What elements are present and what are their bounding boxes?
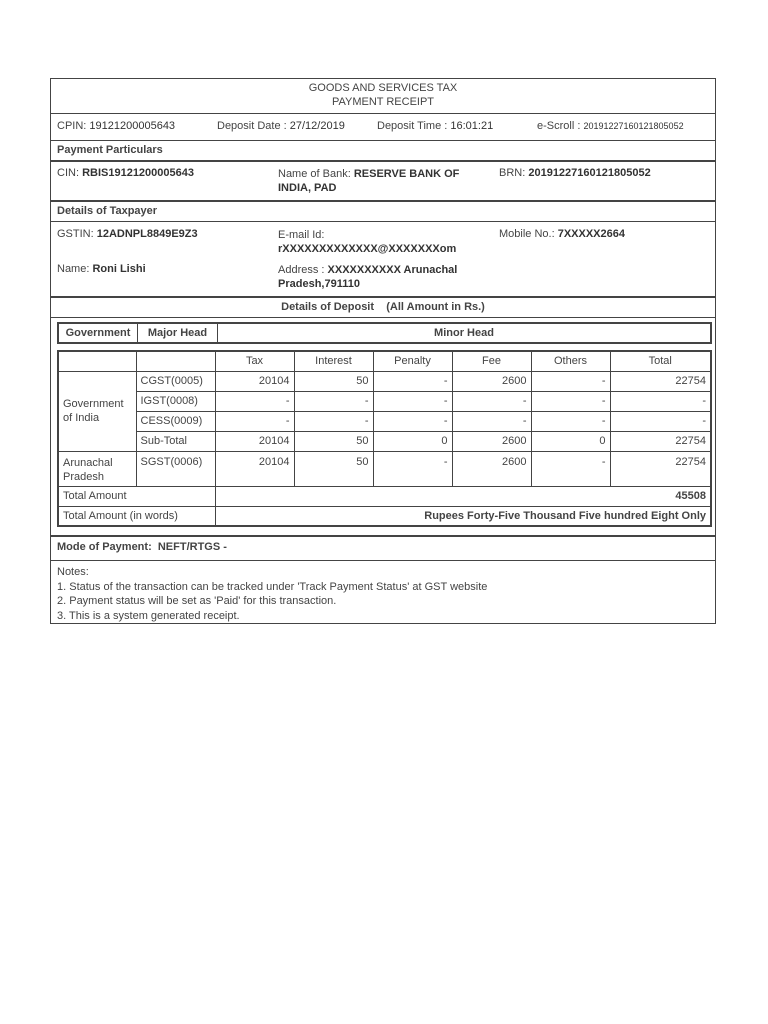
col-fee: Fee [452, 351, 531, 371]
payment-receipt [50, 78, 716, 624]
divider [51, 160, 715, 162]
total-amount-value: 45508 [215, 486, 711, 506]
row-head: SGST(0006) [136, 451, 215, 486]
table-header-row [58, 351, 711, 371]
cin: CIN: RBIS19121200005643 [57, 167, 194, 179]
row-head: IGST(0008) [136, 391, 215, 411]
bank-name-value-line2: INDIA, PAD [278, 182, 337, 194]
row-head: CGST(0005) [136, 371, 215, 391]
row-head: CESS(0009) [136, 411, 215, 431]
escroll: e-Scroll : 20191227160121805052 [537, 120, 684, 132]
total-words-row [58, 506, 711, 526]
deposit-time: Deposit Time : 16:01:21 [377, 120, 494, 132]
cin-value: RBIS19121200005643 [82, 167, 194, 179]
deposit-time-value: 16:01:21 [450, 120, 494, 132]
total-amount-label: Total Amount [58, 486, 215, 506]
brn: BRN: 20191227160121805052 [499, 167, 651, 179]
mobile-value: 7XXXXX2664 [557, 228, 625, 240]
address: Address : XXXXXXXXXX Arunachal Pradesh,791110 [278, 264, 458, 290]
total-words-label: Total Amount (in words) [58, 506, 215, 526]
group-arunachal-pradesh: Arunachal Pradesh [58, 451, 136, 486]
divider [51, 113, 715, 114]
receipt-title-line2: PAYMENT RECEIPT [331, 96, 435, 108]
divider [51, 535, 715, 537]
bank-name: Name of Bank: RESERVE BANK OF INDIA, PAD [278, 168, 460, 194]
total-words-value: Rupees Forty-Five Thousand Five hundred Eight Only [215, 506, 711, 526]
col-tax: Tax [215, 351, 294, 371]
deposit-header-note: (All Amount in Rs.) [386, 301, 485, 313]
cpin-value: 19121200005643 [89, 120, 176, 132]
col-interest: Interest [294, 351, 373, 371]
deposit-table [57, 350, 712, 527]
col-minor-head: Minor Head [218, 323, 712, 343]
col-others: Others [531, 351, 610, 371]
row-head: Sub-Total [136, 431, 215, 451]
group-government-of-india: Government of India [58, 371, 136, 451]
deposit-date: Deposit Date : 27/12/2019 [217, 120, 345, 132]
table-row: CESS(0009) - - - - - - [58, 411, 711, 431]
deposit-date-value: 27/12/2019 [289, 120, 345, 132]
col-penalty: Penalty [373, 351, 452, 371]
gstin-value: 12ADNPL8849E9Z3 [96, 228, 198, 240]
brn-value: 20191227160121805052 [528, 167, 651, 179]
payment-particulars-header: Payment Particulars [57, 144, 163, 156]
taxpayer-name: Name: Roni Lishi [57, 263, 146, 275]
table-row: Sub-Total 20104 50 0 2600 0 22754 [58, 431, 711, 451]
table-row: IGST(0008) - - - - - - [58, 391, 711, 411]
escroll-value: 20191227160121805052 [583, 121, 684, 131]
note-item: 1. Status of the transaction can be tracked under 'Track Payment Status' at GST website [57, 580, 488, 593]
bank-name-value-line1: RESERVE BANK OF [353, 168, 460, 180]
gstin: GSTIN: 12ADNPL8849E9Z3 [57, 228, 198, 240]
total-amount-row [58, 486, 711, 506]
email-value: rXXXXXXXXXXXXX@XXXXXXXom [278, 243, 457, 255]
receipt-title-line1: GOODS AND SERVICES TAX [308, 82, 458, 94]
note-item: 2. Payment status will be set as 'Paid' for this transaction. [57, 595, 337, 607]
table-row: Arunachal Pradesh SGST(0006) 20104 50 - 2600 - 22754 [58, 451, 711, 486]
divider [51, 317, 715, 318]
table-row: Government of India CGST(0005) 20104 50 - 2600 - 22754 [58, 371, 711, 391]
col-total: Total [610, 351, 711, 371]
cpin: CPIN: 19121200005643 [57, 120, 176, 132]
divider [51, 140, 715, 141]
head-table [57, 322, 712, 344]
divider [51, 200, 715, 202]
mode-of-payment-value: NEFT/RTGS - [157, 541, 227, 553]
mobile: Mobile No.: 7XXXXX2664 [499, 228, 625, 240]
note-item: 3. This is a system generated receipt. [57, 609, 240, 622]
notes-title: Notes: [57, 566, 89, 578]
col-government: Government [58, 323, 138, 343]
email: E-mail Id: rXXXXXXXXXXXXX@XXXXXXXom [278, 229, 457, 255]
mode-of-payment: Mode of Payment: NEFT/RTGS - [57, 541, 227, 553]
address-line2: Pradesh,791110 [278, 278, 360, 290]
taxpayer-header: Details of Taxpayer [57, 205, 158, 217]
taxpayer-name-value: Roni Lishi [92, 263, 146, 275]
notes [57, 565, 487, 623]
divider [51, 221, 715, 222]
col-major-head: Major Head [138, 323, 218, 343]
divider [51, 296, 715, 298]
divider [51, 560, 715, 561]
address-line1: XXXXXXXXXX Arunachal [327, 264, 458, 276]
deposit-header: Details of Deposit (All Amount in Rs.) [281, 301, 485, 313]
